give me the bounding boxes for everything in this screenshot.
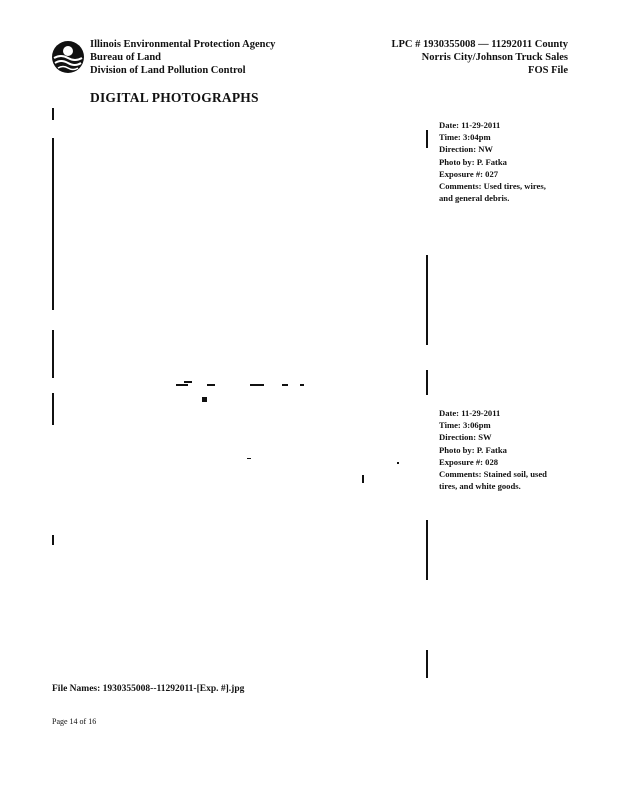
photo-1-edge-right xyxy=(426,130,428,148)
photo-2-time: Time: 3:06pm xyxy=(439,420,491,431)
photo-1-date: Date: 11-29-2011 xyxy=(439,120,501,130)
photo-divider-mark-1 xyxy=(176,384,188,386)
photo-divider-mark-5 xyxy=(282,384,288,386)
photo-1-time: Time: 3:04pm xyxy=(439,132,491,143)
photo-speck-3 xyxy=(397,462,399,464)
division-name: Division of Land Pollution Control xyxy=(90,65,246,76)
photo-2-edge-right xyxy=(426,370,428,395)
photo-1-edge-right-2 xyxy=(426,255,428,345)
photo-2-comments: Comments: Stained soil, used tires, and white goods. xyxy=(439,469,547,492)
photo-edge-mark-1 xyxy=(52,108,54,120)
photo-divider-mark-6 xyxy=(300,384,304,386)
photo-2-details xyxy=(439,407,557,492)
photo-1-exposure: Exposure #: 027 xyxy=(439,168,499,179)
photo-divider-mark-3 xyxy=(207,384,215,386)
photo-2-edge-right-2 xyxy=(426,520,428,580)
photo-speck-2 xyxy=(362,475,364,483)
agency-name: Illinois Environmental Protection Agency xyxy=(90,39,276,50)
photo-speck-1 xyxy=(202,397,207,402)
photo-edge-mark-3 xyxy=(52,330,54,378)
photo-2-date: Date: 11-29-2011 xyxy=(439,408,501,418)
photo-1-details xyxy=(439,119,557,204)
photo-divider-mark-2 xyxy=(184,381,192,383)
page-title: DIGITAL PHOTOGRAPHS xyxy=(90,90,259,105)
file-names: File Names: 1930355008--11292011-[Exp. #].jpg xyxy=(52,684,245,694)
photo-speck-4 xyxy=(247,458,251,459)
photo-2-direction: Direction: SW xyxy=(439,432,492,443)
page-number: Page 14 of 16 xyxy=(52,717,97,726)
photo-2-edge-right-3 xyxy=(426,650,428,678)
site-name: Norris City/Johnson Truck Sales xyxy=(421,52,568,63)
bureau-name: Bureau of Land xyxy=(90,52,161,63)
photo-1-photographer: Photo by: P. Fatka xyxy=(439,156,507,167)
agency-block xyxy=(90,38,275,77)
photo-2-edge-left xyxy=(52,393,54,425)
photo-2-exposure: Exposure #: 028 xyxy=(439,456,499,467)
photo-2-photographer: Photo by: P. Fatka xyxy=(439,444,507,455)
lpc-number: LPC # 1930355008 — 11292011 County xyxy=(391,39,568,50)
photo-1-direction: Direction: NW xyxy=(439,144,494,155)
photo-edge-mark-2 xyxy=(52,300,54,310)
agency-logo xyxy=(51,40,85,74)
photo-1-comments: Comments: Used tires, wires, and general debris. xyxy=(439,181,546,204)
photo-divider-mark-4 xyxy=(250,384,264,386)
lpc-block xyxy=(392,38,568,77)
photo-edge-mark-4 xyxy=(52,535,54,545)
file-type: FOS File xyxy=(528,65,568,76)
photo-1-edge-left xyxy=(52,138,54,310)
photo-area xyxy=(52,110,427,680)
